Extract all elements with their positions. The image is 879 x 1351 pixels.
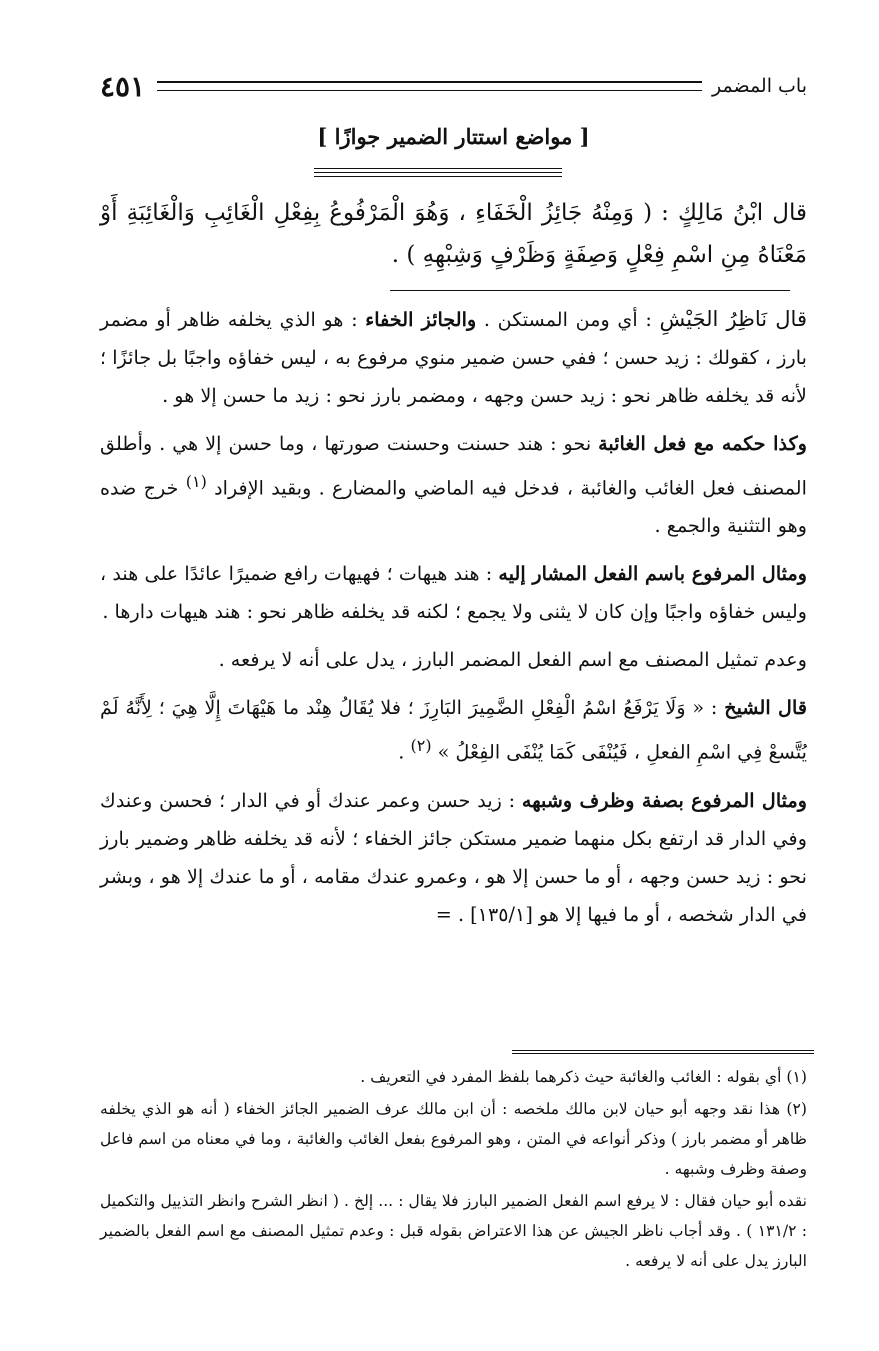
footnote-divider bbox=[512, 1050, 814, 1056]
bold-term: ومثال المرفوع باسم الفعل المشار إليه bbox=[498, 562, 807, 586]
title-underline bbox=[314, 168, 562, 180]
paragraph-3 bbox=[100, 555, 807, 631]
paragraph-text: خرج ضده وهو التثنية والجمع . bbox=[100, 476, 807, 538]
footnote-2: (٢) هذا نقد وجهه أبو حيان لابن مالك ملخصه : أن ابن مالك عرف الضمير الجائز الخفاء ( أنه هو الذي يخلفه ظاهر أو مضمر بارز ) وذكر أنواعه في المتن ، وهو المرفوع بفعل الغائب والغائبة ، وما في معناه من اسم فاعل وصفة وظرف وشبهه . bbox=[100, 1100, 807, 1178]
page-number: ٤٥١ bbox=[100, 69, 146, 103]
quotation: : « وَلَا يَرْفَعُ اسْمُ الْفِعْلِ الضَّمِيرَ البَارِزَ ؛ فلا يُقَالُ هِنْد ما هَيْهَاتَ إِلَّا هِيَ ؛ لِأَنَّهُ لَمْ يُتَّسعْ فِي اسْمِ الفعلِ ، فَيُنْفَى كَمَا يُنْفَى الفِعْلُ » bbox=[100, 696, 807, 764]
paragraph-text: : أي ومن المستكن . bbox=[483, 308, 652, 331]
paragraph-2 bbox=[100, 425, 807, 545]
paragraph-4 bbox=[100, 641, 807, 679]
paragraph-text: : زيد حسن وعمر عندك أو في الدار ؛ فحسن وعندك وفي الدار قد ارتفع بكل منهما ضمير مستكن جائز الخفاء ؛ لأنه قد يخلفه ظاهر وضمير بارز نحو : زيد حسن وجهه ، أو ما حسن إلا هو ، وعمرو عندك مقامه ، أو ما عندك إلا هو ، وبشر في الدار شخصه ، أو ما فيها إلا هو [١٣٥/١] . = bbox=[100, 788, 807, 926]
header-rule bbox=[157, 81, 702, 91]
matn-text bbox=[100, 192, 807, 276]
paragraph-text: . bbox=[398, 740, 405, 764]
bold-term: والجائز الخفاء bbox=[365, 308, 477, 331]
bold-term: وكذا حكمه مع فعل الغائبة bbox=[598, 432, 807, 455]
commentary bbox=[100, 300, 807, 944]
paragraph-5 bbox=[100, 689, 807, 771]
footnote-1: (١) أي بقوله : الغائب والغائبة حيث ذكرهما بلفظ المفرد في التعريف . bbox=[360, 1068, 807, 1086]
paragraph-text: وعدم تمثيل المصنف مع اسم الفعل المضمر البارز ، يدل على أنه لا يرفعه . bbox=[218, 648, 807, 672]
footnote-2-continued: نقده أبو حيان فقال : لا يرفع اسم الفعل الضمير البارز فلا يقال : ... إلخ . ( انظر الشرح وانظر التذييل والتكميل : ١٣١/٢ ) . وقد أجاب ناظر الجيش عن هذا الاعتراض بقوله قبل : وعدم تمثيل المصنف مع اسم الفعل بالضمير البارز يدل على أنه لا يرفعه . bbox=[100, 1192, 807, 1270]
paragraph-1 bbox=[100, 300, 807, 415]
paragraph-text: : هو الذي يخلفه ظاهر أو مضمر بارز ، كقولك : زيد حسن ؛ ففي حسن ضمير منوي مرفوع به ، ليس خفاؤه واجبًا بل جائزًا ؛ لأنه قد يخلفه ظاهر نحو : زيد حسن وجهه ، ومضمر بارز نحو : زيد ما حسن إلا هو . bbox=[100, 308, 807, 407]
bold-term: قال الشيخ bbox=[724, 696, 808, 720]
section-title: [ مواضع استتار الضمير جوازًا ] bbox=[317, 124, 590, 149]
matn-speaker: قال ابْنُ مَالِكٍ bbox=[678, 200, 807, 226]
commentator-name: قال نَاظِرُ الجَيْشِ bbox=[659, 307, 807, 331]
paragraph-6 bbox=[100, 782, 807, 934]
footnote-ref[interactable]: (١) bbox=[185, 472, 207, 491]
matn-divider bbox=[390, 290, 790, 291]
footnotes bbox=[100, 1062, 807, 1278]
bold-term: ومثال المرفوع بصفة وظرف وشبهه bbox=[521, 788, 807, 812]
footnote-ref[interactable]: (٢) bbox=[410, 736, 432, 756]
running-header bbox=[100, 66, 807, 106]
chapter-title: باب المضمر bbox=[712, 75, 807, 97]
matn-body: : ( وَمِنْهُ جَائِزُ الْخَفَاءِ ، وَهُوَ الْمَرْفُوعُ بِفِعْلِ الْغَائِبِ وَالْغَائِبَةِ أَوْ مَعْنَاهُ مِنِ اسْمِ فِعْلٍ وَصِفَةٍ وَظَرْفٍ وَشِبْهِهِ ) . bbox=[100, 200, 807, 268]
paragraph-text: : هند هيهات ؛ فهيهات رافع ضميرًا عائدًا على هند ، وليس خفاؤه واجبًا وإن كان لا يثنى ولا يجمع ؛ لكنه قد يخلفه ظاهر نحو : هند هيهات دارها . bbox=[100, 562, 807, 624]
paragraph-text: نحو : هند حسنت وحسنت صورتها ، وما حسن إلا هي . وأطلق المصنف فعل الغائب والغائبة ، فدخل فيه الماضي والمضارع . وبقيد الإفراد bbox=[100, 432, 807, 500]
